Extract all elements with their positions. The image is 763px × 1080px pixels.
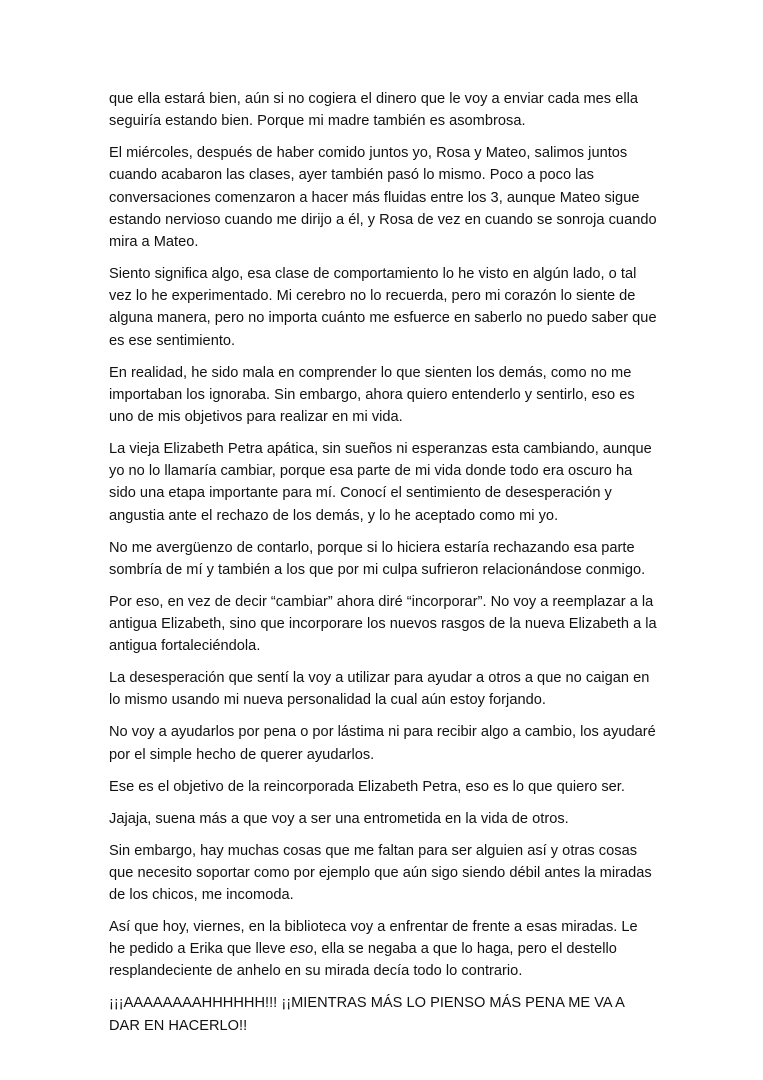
paragraph-12: Sin embargo, hay muchas cosas que me faltan para ser alguien así y otras cosas que necesito soportar como por ejemplo que aún sigo siendo débil antes la miradas de los chicos, me incomoda.	[109, 842, 652, 904]
paragraph-11: Jajaja, suena más a que voy a ser una entrometida en la vida de otros.	[109, 810, 569, 827]
paragraph-14: ¡¡¡AAAAAAAAHHHHHH!!! ¡¡MIENTRAS MÁS LO PIENSO MÁS PENA ME VA A DAR EN HACERLO!!	[109, 995, 625, 1034]
paragraph-3: Siento significa algo, esa clase de comportamiento lo he visto en algún lado, o tal vez lo he experimentado. Mi cerebro no lo recuerda, pero mi corazón lo siente de alguna manera, pero no importa cuánto me esfuerce en saberlo no puedo saber que es ese sentimiento.	[109, 266, 657, 349]
paragraph-1: que ella estará bien, aún si no cogiera el dinero que le voy a enviar cada mes ella seguiría estando bien. Porque mi madre también es asombrosa.	[109, 91, 638, 130]
paragraph-6: No me avergüenzo de contarlo, porque si lo hiciera estaría rechazando esa parte sombría de mí y también a los que por mi culpa sufrieron relacionándose conmigo.	[109, 539, 646, 578]
paragraph-10: Ese es el objetivo de la reincorporada Elizabeth Petra, eso es lo que quiero ser.	[109, 778, 625, 795]
paragraph-13	[109, 916, 657, 983]
paragraph-4: En realidad, he sido mala en comprender lo que sienten los demás, como no me importaban los ignoraba. Sin embargo, ahora quiero entenderlo y sentirlo, eso es uno de mis objetivos para realizar en mi vida.	[109, 364, 635, 426]
paragraph-13-emphasis: eso	[289, 941, 314, 958]
paragraph-13-text-before: Así que hoy, viernes, en la biblioteca voy a enfrentar de frente a esas miradas. Le he pedido a Erika que lleve	[109, 919, 638, 958]
paragraph-2: El miércoles, después de haber comido juntos yo, Rosa y Mateo, salimos juntos cuando acabaron las clases, ayer también pasó lo mismo. Poco a poco las conversaciones comenzaron a hacer más fluidas entre los 3, aunque Mateo sigue estando nervioso cuando me dirijo a él, y Rosa de vez en cuando se sonroja cuando mira a Mateo.	[109, 145, 657, 251]
paragraph-7: Por eso, en vez de decir “cambiar” ahora diré “incorporar”. No voy a reemplazar a la antigua Elizabeth, sino que incorporare los nuevos rasgos de la nueva Elizabeth a la antigua fortaleciéndola.	[109, 593, 657, 655]
paragraph-13-text-after: , ella se negaba a que lo haga, pero el destello resplandeciente de anhelo en su mirada decía todo lo contrario.	[109, 941, 617, 980]
paragraph-8: La desesperación que sentí la voy a utilizar para ayudar a otros a que no caigan en lo mismo usando mi nueva personalidad la cual aún estoy forjando.	[109, 670, 650, 709]
paragraph-9: No voy a ayudarlos por pena o por lástima ni para recibir algo a cambio, los ayudaré por el simple hecho de querer ayudarlos.	[109, 724, 656, 763]
paragraph-5: La vieja Elizabeth Petra apática, sin sueños ni esperanzas esta cambiando, aunque yo no lo llamaría cambiar, porque esa parte de mi vida donde todo era oscuro ha sido una etapa importante para mí. Conocí el sentimiento de desesperación y angustia ante el rechazo de los demás, y lo he aceptado como mi yo.	[109, 441, 652, 524]
document-body	[109, 88, 657, 1047]
